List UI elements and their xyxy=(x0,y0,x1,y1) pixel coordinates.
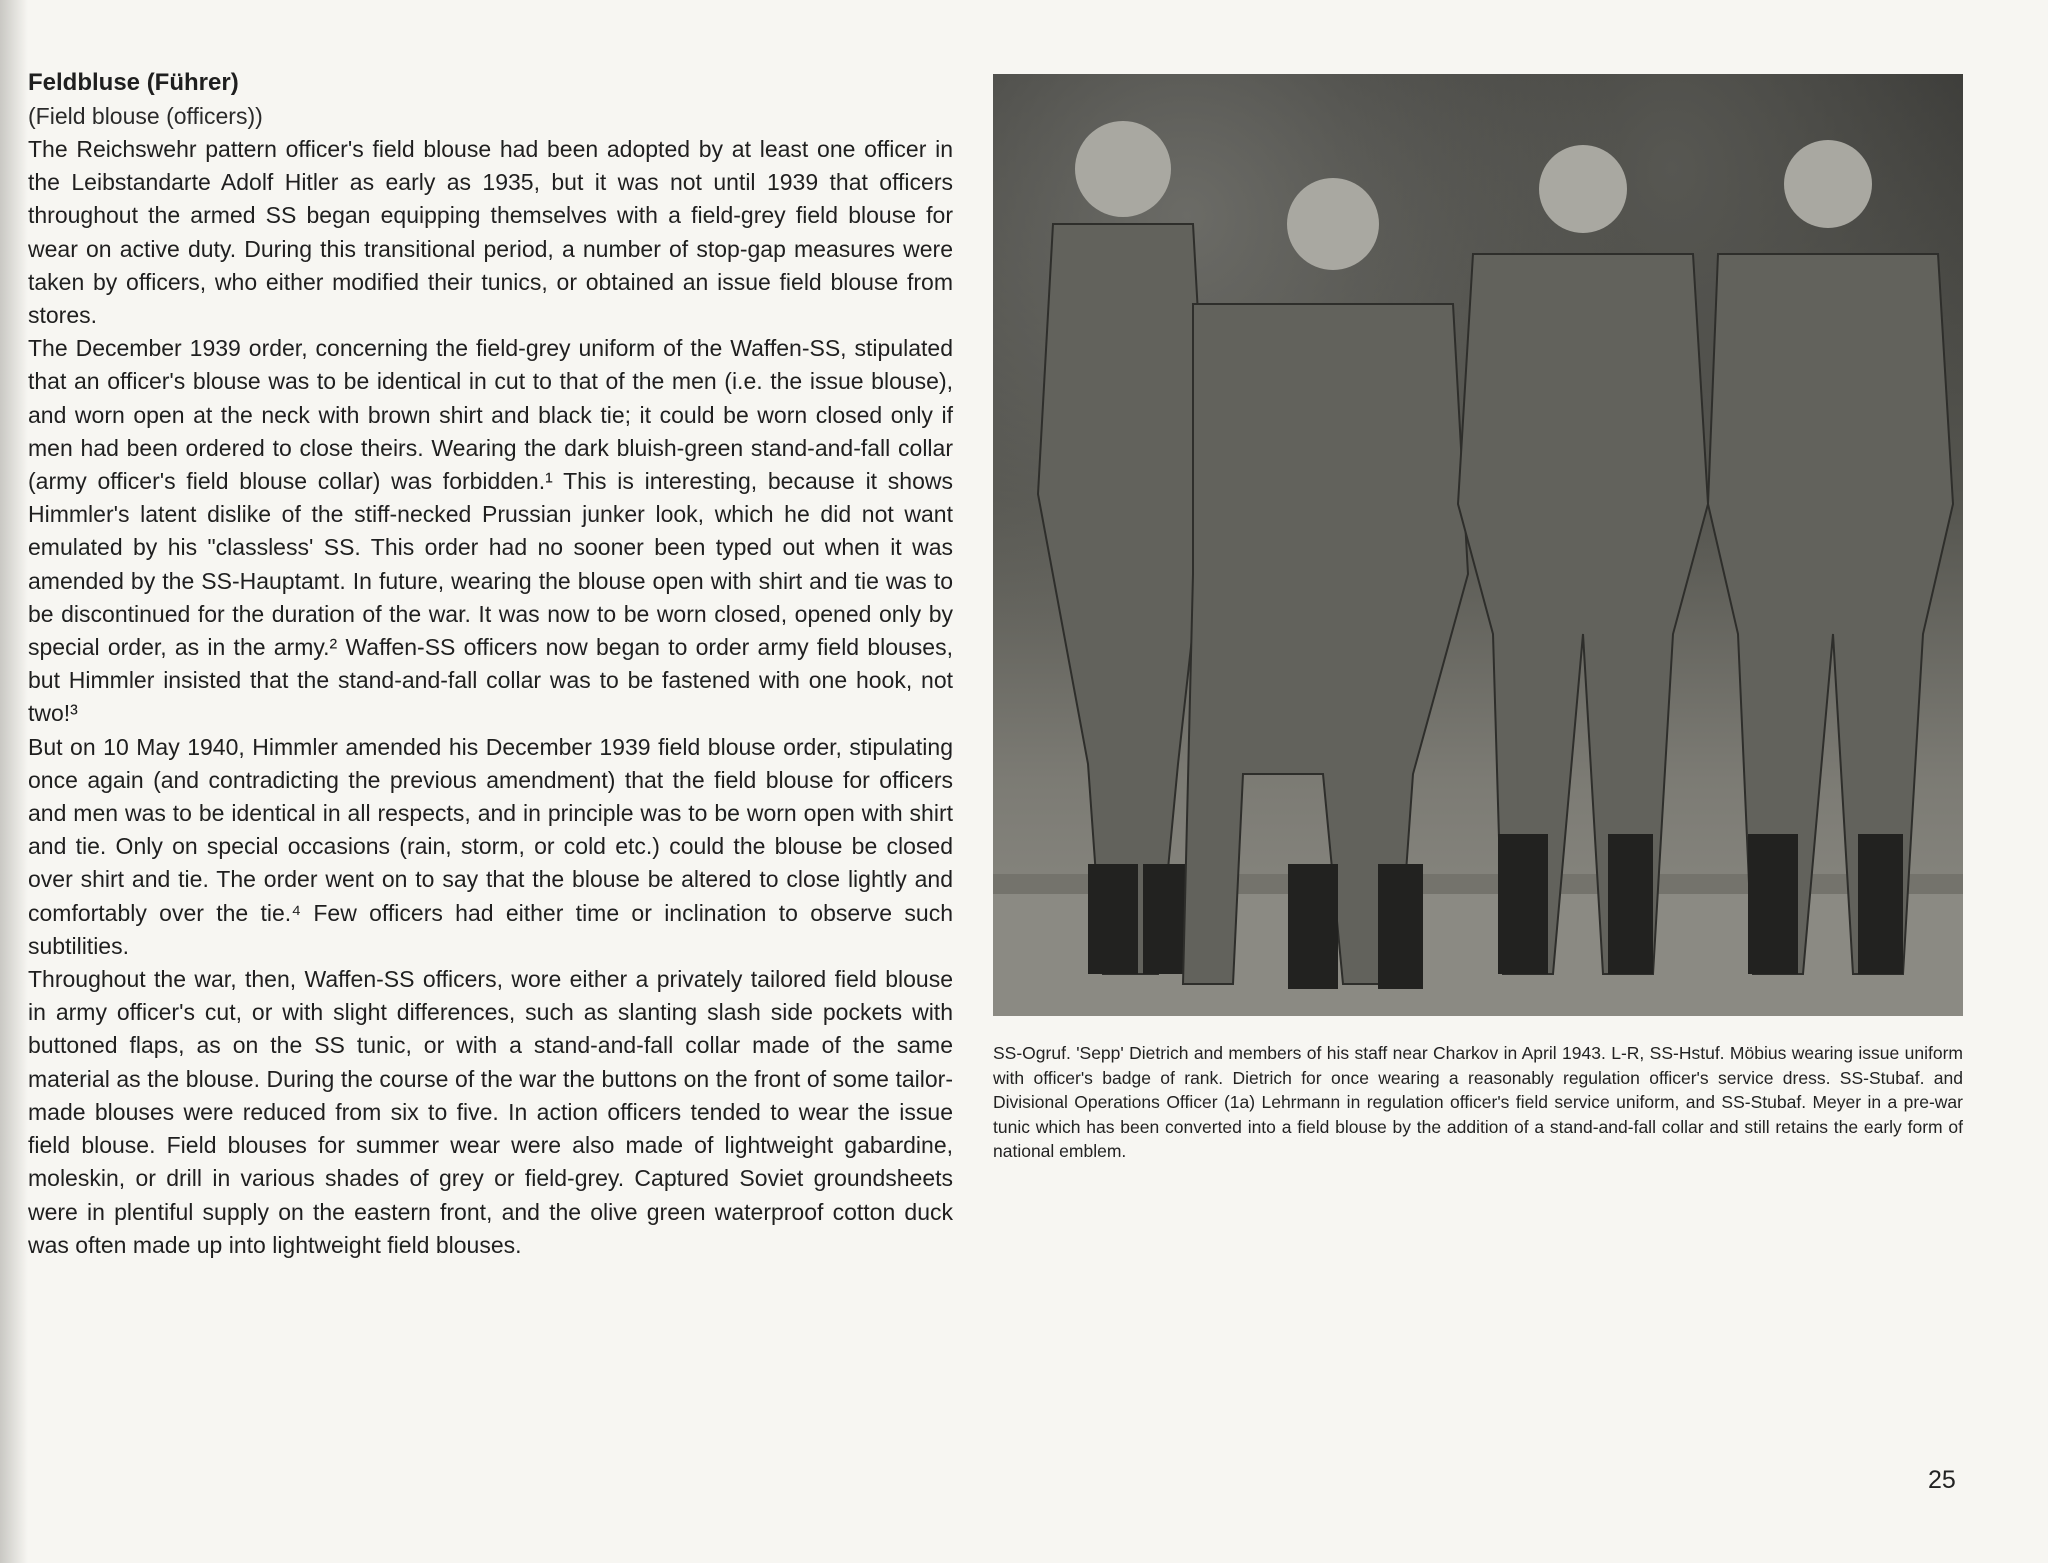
paragraph-1: The Reichswehr pattern officer's field blouse had been adopted by at least one officer in the Leibstandarte Adolf Hitler as early as 1935, but it was not until 1939 that officers throughout the armed SS began equipping themselves with a field-grey field blouse for wear on active duty. During this transitional period, a number of stop-gap measures were taken by officers, who either modified their tunics, or obtained an issue field blouse from stores. xyxy=(28,136,953,329)
officers-photograph xyxy=(993,74,1963,1016)
paragraph-3: But on 10 May 1940, Himmler amended his December 1939 field blouse order, stipulating once again (and contradicting the previous amendment) that the field blouse for officers and men was to be identical in all respects, and in principle was to be worn open with shirt and tie. Only on special occasions (rain, storm, or cold etc.) could the blouse be closed over shirt and tie. The order went on to say that the blouse be altered to close lightly and comfortably over the tie.⁴ Few officers had either time or inclination to observe such subtilities. xyxy=(28,733,953,959)
photograph-illustration xyxy=(993,74,1963,1016)
officer-figure-2 xyxy=(1183,178,1468,989)
page-number: 25 xyxy=(1928,1466,1956,1494)
body-text-column xyxy=(28,66,953,1262)
paragraph-4: Throughout the war, then, Waffen-SS officers, wore either a privately tailored field blouse in army officer's cut, or with slight differences, such as slanting slash side pockets with buttoned flaps, as on the SS tunic, or with a stand-and-fall collar made of the same material as the blouse. During the course of the war the buttons on the front of some tailor-made blouses were reduced from six to five. In action officers tended to wear the issue field blouse. Field blouses for summer wear were also made of lightweight gabardine, moleskin, or drill in various shades of grey or field-grey. Captured Soviet groundsheets were in plentiful supply on the eastern front, and the olive green waterproof cotton duck was often made up into lightweight field blouses. xyxy=(28,966,953,1258)
officer-figure-4 xyxy=(1708,140,1953,974)
officer-figure-1 xyxy=(1038,121,1208,974)
page-gutter-shadow xyxy=(0,0,28,1563)
paragraph-2: The December 1939 order, concerning the field-grey uniform of the Waffen-SS, stipulated that an officer's blouse was to be identical in cut to that of the men (i.e. the issue blouse), and worn open at the neck with brown shirt and black tie; it could be worn closed only if men had been ordered to close theirs. Wearing the dark bluish-green stand-and-fall collar (army officer's field blouse collar) was forbidden.¹ This is interesting, because it shows Himmler's latent dislike of the stiff-necked Prussian junker look, which he did not want emulated by his "classless' SS. This order had no sooner been typed out when it was amended by the SS-Hauptamt. In future, wearing the blouse open with shirt and tie was to be discontinued for the duration of the war. It was now to be worn closed, opened only by special order, as in the army.² Waffen-SS officers now began to order army field blouses, but Himmler insisted that the stand-and-fall collar was to be fastened with one hook, not two!³ xyxy=(28,335,953,727)
section-subtitle: (Field blouse (officers)) xyxy=(28,103,263,129)
officer-figure-3 xyxy=(1458,145,1708,974)
section-title: Feldbluse (Führer) xyxy=(28,69,239,96)
photo-caption: SS-Ogruf. 'Sepp' Dietrich and members of his staff near Charkov in April 1943. L-R, SS-Hstuf. Möbius wearing issue uniform with officer's badge of rank. Dietrich for once wearing a reasonably regulation officer's service dress. SS-Stubaf. and Divisional Operations Officer (1a) Lehrmann in regulation officer's field service uniform, and SS-Stubaf. Meyer in a pre-war tunic which has been converted into a field blouse by the addition of a stand-and-fall collar and still retains the early form of national emblem. xyxy=(993,1043,1963,1161)
